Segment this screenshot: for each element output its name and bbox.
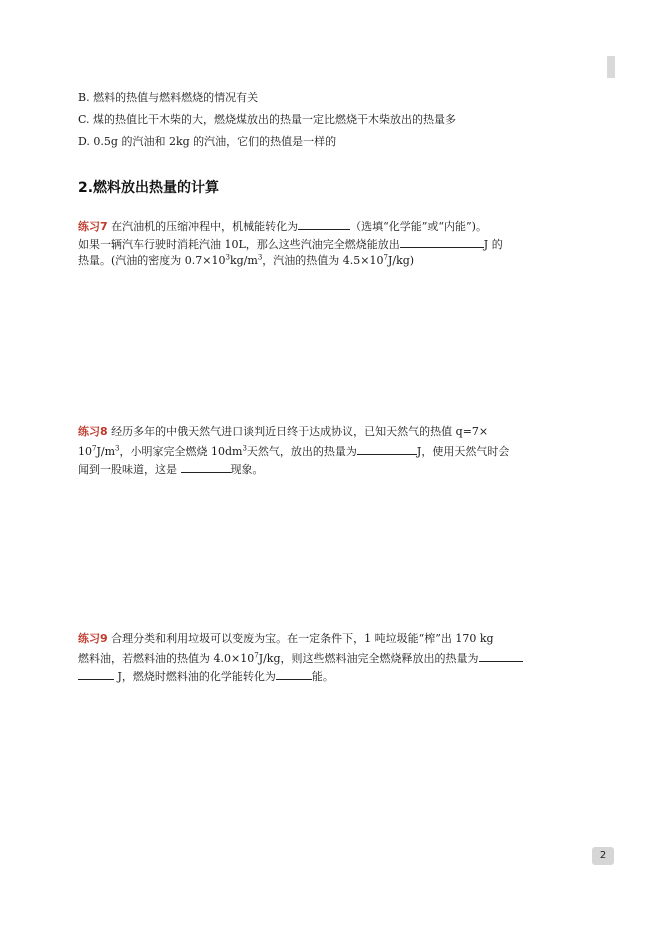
exercise-8-line-1: 练习8 经历多年的中俄天然气进口谈判近日终于达成协议，已知天然气的热值 q=7× <box>78 425 489 438</box>
exercise-9-label: 练习9 <box>78 632 108 645</box>
exercise-7-line-1: 练习7 在汽油机的压缩冲程中，机械能转化为 （选填“化学能”或“内能”)。 <box>78 220 487 233</box>
exercise-7-line-3: 热量。(汽油的密度为 $0.7\times 10^3kg/m^3$，汽油的热值为 $4.5\times 10^7J/kg$) <box>78 253 415 267</box>
exercise-8-label: 练习8 <box>78 425 108 438</box>
exercise-8-line-3: 闻到一股味道，这是 现象。 <box>78 463 264 476</box>
answer-blank <box>400 236 484 248</box>
exercise-9-line-3: J，燃烧时燃料油的化学能转化为 能。 <box>78 668 334 684</box>
section-heading: 2.燃料放出热量的计算 <box>78 180 220 196</box>
answer-blank <box>479 650 523 662</box>
answer-blank <box>357 443 417 455</box>
exercise-8-line-2: $10^7J/m^3$，小明家完全燃烧 $10dm^3$天然气，放出的热量为 J，使用天然气时会 <box>78 444 510 458</box>
option-b: B. 燃料的热值与燃料燃烧的情况有关 <box>78 91 259 104</box>
answer-blank <box>276 668 312 680</box>
exercise-9-line-1: 练习9 合理分类和利用垃圾可以变废为宝。在一定条件下，1 吨垃圾能“榨”出 170 kg <box>78 632 494 645</box>
option-c: C. 煤的热值比干木柴的大，燃烧煤放出的热量一定比燃烧干木柴放出的热量多 <box>78 113 457 126</box>
exercise-9-line-2: 燃料油，若燃料油的热值为 $4.0\times 10^7J/kg$，则这些燃料油完全燃烧释放出的热量为 <box>78 650 523 666</box>
option-d: D. 0.5g 的汽油和 2kg 的汽油，它们的热值是一样的 <box>78 135 337 148</box>
side-tab-marker <box>607 56 615 78</box>
page-number: 2 <box>592 847 614 865</box>
exercise-7-line-2: 如果一辆汽车行驶时消耗汽油 10L，那么这些汽油完全燃烧能放出 J 的 <box>78 238 503 251</box>
answer-blank <box>298 218 350 230</box>
answer-blank <box>78 668 114 680</box>
exercise-7-label: 练习7 <box>78 220 108 233</box>
answer-blank <box>181 461 231 473</box>
